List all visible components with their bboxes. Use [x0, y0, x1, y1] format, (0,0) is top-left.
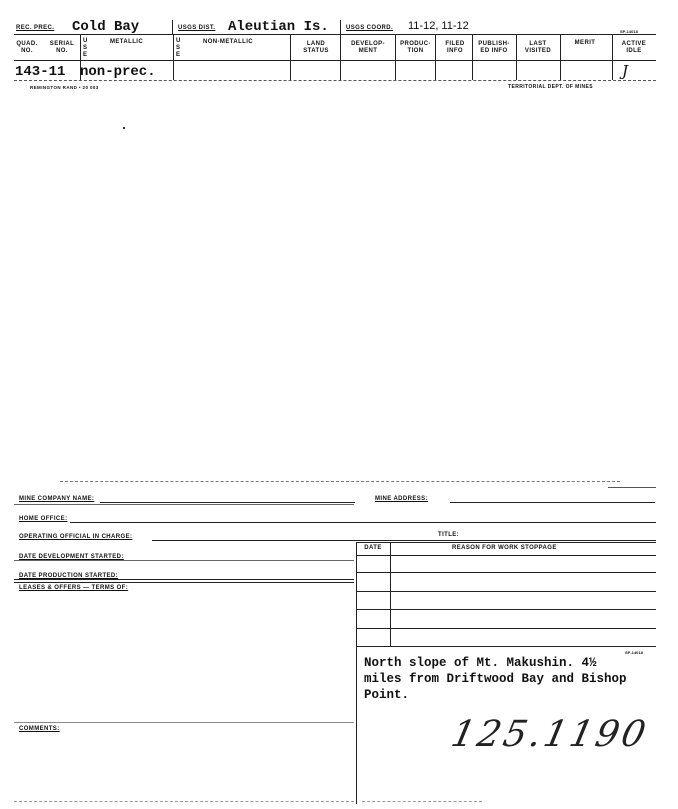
usgs-dist-field — [178, 20, 338, 34]
col-nonmetallic: NON-METALLIC — [203, 39, 254, 45]
operating-official-label: OPERATING OFFICIAL IN CHARGE: — [19, 534, 133, 540]
mine-company-name-label: MINE COMPANY NAME: — [19, 496, 95, 502]
record-active-idle-mark: J — [622, 62, 629, 80]
col-active-idle: ACTIVE IDLE — [621, 41, 647, 54]
col-development: DEVELOP- MENT — [351, 41, 385, 54]
usgs-dist-value: Aleutian Is. — [228, 19, 329, 35]
footer-right: TERRITORIAL DEPT. OF MINES — [508, 84, 593, 90]
title-label: TITLE: — [438, 532, 460, 538]
col-production: PRODUC- TION — [400, 41, 431, 54]
form-number-small: SP-14018 — [625, 650, 643, 655]
col-use-nonmetallic: U S E — [176, 38, 181, 58]
col-serial-no: SERIAL NO. — [49, 41, 75, 54]
date-header: DATE — [364, 545, 382, 551]
date-development-label: DATE DEVELOPMENT STARTED: — [19, 554, 124, 560]
col-merit: MERIT — [574, 40, 596, 46]
rec-prec-value: Cold Bay — [72, 19, 140, 35]
usgs-coord-value: 11-12, 11-12 — [408, 20, 469, 32]
col-metallic: METALLIC — [110, 39, 144, 45]
location-note-line2: miles from Driftwood Bay and Bishop — [364, 672, 627, 686]
col-last-visited: LAST VISITED — [524, 41, 552, 54]
record-metallic: non-prec. — [80, 64, 156, 80]
date-production-label: DATE PRODUCTION STARTED: — [19, 573, 119, 579]
location-note-line1: North slope of Mt. Makushin. 4½ — [364, 656, 597, 670]
rec-prec-field — [16, 20, 172, 34]
usgs-coord-field — [346, 20, 596, 34]
reason-header: REASON FOR WORK STOPPAGE — [452, 545, 557, 551]
usgs-dist-label: USGS DIST. — [178, 25, 216, 31]
col-quad-no: QUAD. NO. — [16, 41, 38, 54]
col-published-info: PUBLISH- ED INFO — [478, 41, 510, 54]
home-office-label: HOME OFFICE: — [19, 516, 68, 522]
col-use-metallic: U S E — [83, 38, 88, 58]
footer-left: REMINGTON RAND • 20 003 — [30, 85, 99, 90]
usgs-coord-label: USGS COORD. — [346, 25, 394, 31]
leases-offers-label: LEASES & OFFERS — TERMS OF: — [19, 585, 129, 591]
rec-prec-label: REC. PREC. — [16, 25, 55, 31]
speck — [123, 127, 125, 129]
comments-label: COMMENTS: — [19, 726, 60, 732]
col-filed-info: FILED INFO — [445, 41, 465, 54]
col-land-status: LAND STATUS — [303, 41, 329, 54]
mine-address-label: MINE ADDRESS: — [375, 496, 428, 502]
location-note-line3: Point. — [364, 688, 410, 702]
form-number: SP-14018 — [620, 29, 638, 34]
record-quad-no: 143-11 — [15, 64, 66, 80]
handwritten-number: 125.1190 — [447, 714, 653, 755]
